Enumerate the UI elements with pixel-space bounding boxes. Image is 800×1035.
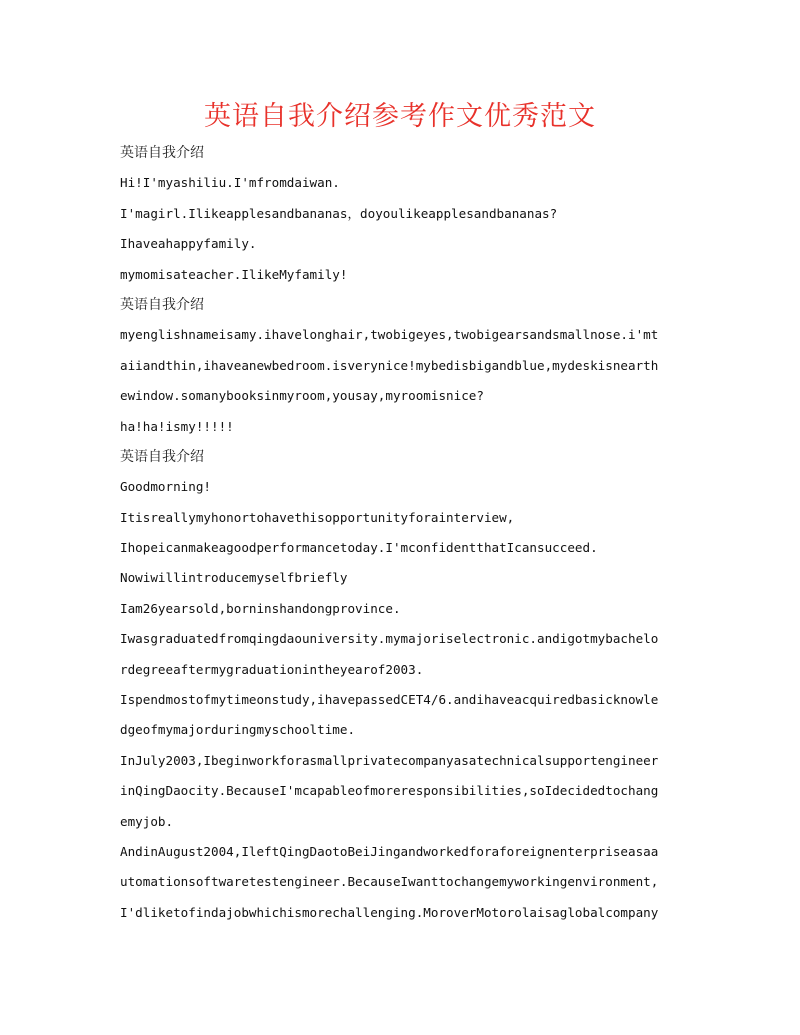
- document-body: [120, 138, 690, 928]
- text-line: AndinAugust2004,IleftQingDaotoBeiJingandworkedforaforeignenterpriseasaa: [120, 843, 659, 859]
- section-heading: 英语自我介绍: [120, 448, 204, 465]
- section-heading: 英语自我介绍: [120, 145, 204, 161]
- text-line: Hi!I'myashiliu.I'mfromdaiwan.: [120, 175, 340, 191]
- text-line: rdegreeaftermygraduationintheyearof2003.: [120, 661, 424, 677]
- text-line: Ispendmostofmytimeonstudy,ihavepassedCET4/6.andihaveacquiredbasicknowle: [120, 692, 659, 708]
- section-heading: 英语自我介绍: [120, 296, 204, 313]
- text-line: inQingDaocity.BecauseI'mcapableofmoreresponsibilities,soIdecidedtochang: [120, 783, 659, 799]
- text-line: utomationsoftwaretestengineer.BecauseIwanttochangemyworkingenvironment,: [120, 874, 659, 890]
- text-line: I'magirl.Ilikeapplesandbananas，doyoulikeapplesandbananas?: [120, 205, 558, 221]
- text-line: Iam26yearsold,borninshandongprovince.: [120, 600, 401, 616]
- text-line: Ihopeicanmakeagoodperformancetoday.I'mconfidentthatIcansucceed.: [120, 540, 598, 556]
- text-line: ewindow.somanybooksinmyroom,yousay,myroomisnice?: [120, 388, 484, 404]
- text-line: Goodmorning!: [120, 479, 211, 495]
- text-line: aiiandthin,ihaveanewbedroom.isverynice!mybedisbigandblue,mydeskisnearth: [120, 357, 659, 373]
- text-line: mymomisateacher.IlikeMyfamily!: [120, 266, 348, 282]
- text-line: dgeofmymajorduringmyschooltime.: [120, 722, 356, 738]
- text-line: ha!ha!ismy!!!!!: [120, 418, 234, 434]
- text-line: InJuly2003,Ibeginworkforasmallprivatecompanyasatechnicalsupportengineer: [120, 752, 659, 768]
- text-line: emyjob.: [120, 813, 174, 829]
- text-line: Iwasgraduatedfromqingdaouniversity.mymajoriselectronic.andigotmybachelo: [120, 631, 659, 647]
- text-line: I'dliketofindajobwhichismorechallenging.MoroverMotorolaisaglobalcompany: [120, 904, 659, 920]
- text-line: Itisreallymyhonortohavethisopportunityforainterview,: [120, 509, 515, 525]
- text-line: myenglishnameisamy.ihavelonghair,twobigeyes,twobigearsandsmallnose.i'mt: [120, 327, 659, 343]
- document-title: 英语自我介绍参考作文优秀范文: [204, 101, 596, 132]
- text-line: Ihaveahappyfamily.: [120, 236, 257, 252]
- text-line: Nowiwillintroducemyselfbriefly: [120, 570, 348, 586]
